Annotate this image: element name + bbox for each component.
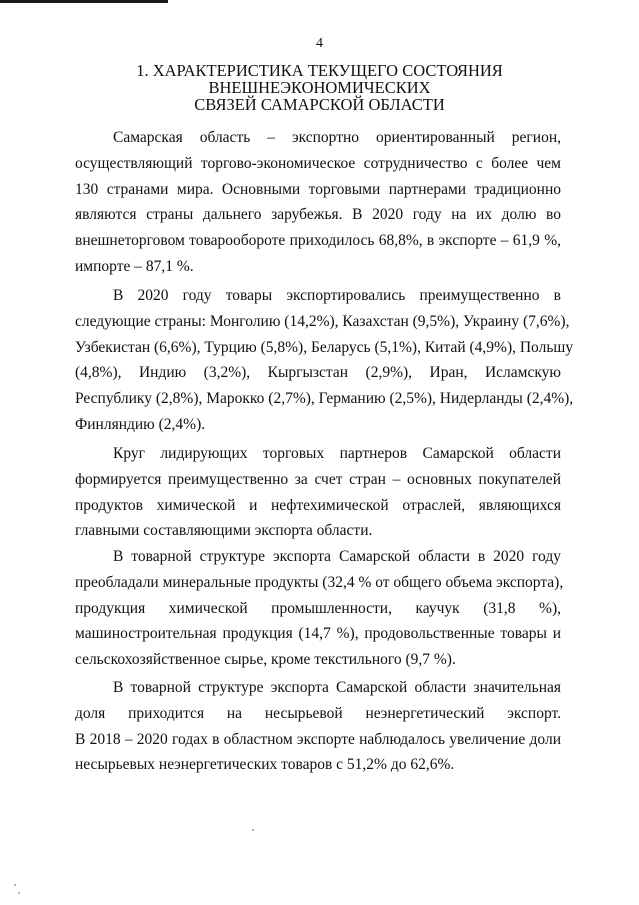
scan-speck <box>18 892 20 894</box>
paragraph-line: главными составляющими экспорта области. <box>75 522 373 540</box>
scan-speck <box>252 829 254 831</box>
paragraph-5 <box>75 675 561 778</box>
paragraph-line: внешнеторговом товарообороте приходилось 68,8%, в экспорте – 61,9 %, <box>75 232 561 250</box>
paragraph-4 <box>75 544 564 673</box>
top-edge-rule <box>0 0 168 3</box>
paragraph-3 <box>75 441 561 544</box>
paragraph-line: Круг лидирующих торговых партнеров Самарской области <box>113 445 561 462</box>
paragraph-line: несырьевых неэнергетических товаров с 51,2% до 62,6%. <box>75 756 455 774</box>
paragraph-line: 130 странами мира. Основными торговыми партнерами традиционно <box>75 180 561 198</box>
paragraph-line: доля приходится на несырьевой неэнергетический экспорт. <box>75 704 561 722</box>
paragraph-line: являются страны дальнего зарубежья. В 2020 году на их долю во <box>75 206 561 224</box>
paragraph-line: формируется преимущественно за счет стран – основных покупателей <box>75 470 561 488</box>
paragraph-line: осуществляющий торгово-экономическое сотрудничество с более чем <box>75 154 561 172</box>
paragraph-line: следующие страны: Монголию (14,2%), Казахстан (9,5%), Украину (7,6%), <box>75 312 570 330</box>
heading-line-1: 1. ХАРАКТЕРИСТИКА ТЕКУЩЕГО СОСТОЯНИЯ <box>136 61 503 80</box>
paragraph-line: В 2018 – 2020 годах в областном экспорте наблюдалось увеличение доли <box>75 730 561 748</box>
paragraph-line: В товарной структуре экспорта Самарской области в 2020 году <box>113 548 561 565</box>
paragraph-line: импорте – 87,1 %. <box>75 257 194 275</box>
paragraph-line: преобладали минеральные продукты (32,4 % от общего объема экспорта), <box>75 573 564 591</box>
paragraph-line: машиностроительная продукция (14,7 %), продовольственные товары и <box>75 625 561 643</box>
paragraph-line: В 2020 году товары экспортировались преимущественно в <box>113 287 561 304</box>
paragraph-line: (4,8%), Индию (3,2%), Кыргызстан (2,9%), Иран, Исламскую <box>75 364 561 382</box>
paragraph-line: В товарной структуре экспорта Самарской области значительная <box>113 679 561 696</box>
heading-line-2: ВНЕШНЕЭКОНОМИЧЕСКИХ <box>208 78 431 97</box>
heading-line-3: СВЯЗЕЙ САМАРСКОЙ ОБЛАСТИ <box>194 95 445 114</box>
section-heading <box>60 62 579 113</box>
paragraph-line: продукция химической промышленности, каучук (31,8 %), <box>75 599 561 617</box>
paragraph-line: Финляндию (2,4%). <box>75 415 206 433</box>
paragraph-1 <box>75 125 561 280</box>
paragraph-line: Узбекистан (6,6%), Турцию (5,8%), Беларусь (5,1%), Китай (4,9%), Польшу <box>75 338 574 356</box>
scan-speck <box>14 884 16 886</box>
paragraph-2 <box>75 283 574 438</box>
paragraph-line: Самарская область – экспортно ориентированный регион, <box>113 129 561 146</box>
page-number: 4 <box>316 36 323 51</box>
paragraph-line: продуктов химической и нефтехимической отраслей, являющихся <box>75 496 561 514</box>
paragraph-line: Республику (2,8%), Марокко (2,7%), Германию (2,5%), Нидерланды (2,4%), <box>75 390 574 408</box>
paragraph-line: сельскохозяйственное сырье, кроме текстильного (9,7 %). <box>75 651 456 669</box>
